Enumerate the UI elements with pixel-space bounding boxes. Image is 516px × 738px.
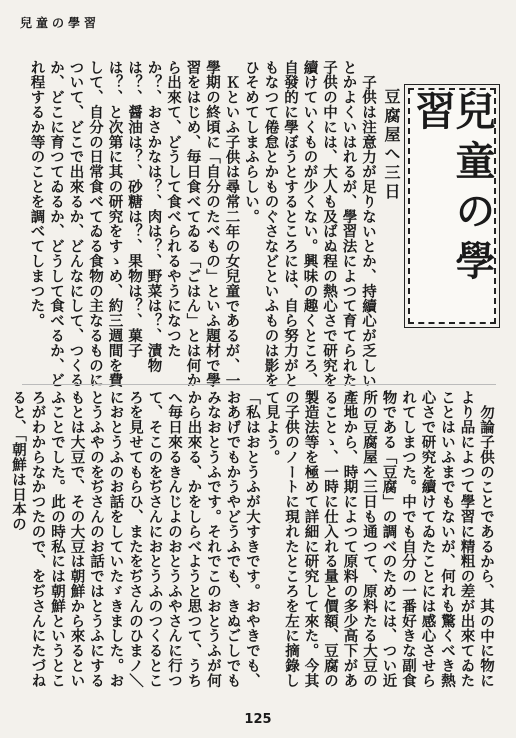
- title-box: [408, 88, 496, 324]
- page-number: 125: [244, 712, 272, 727]
- upper-text-block: [28, 60, 378, 390]
- quoted-paragraph: 「私はおとうふが大すきです。おやきでも、おあげでもかうやどうふでも、きぬごしでもみなおとうふです。それでこのおとうふが何から出來る、かをしらべようと思つて、うちへ毎日來るきんじよのおとうふやさんに行つて、そこのをぢさんにおとうふのつくるところを見せてもらひ、またをぢさんのひまノ＼におとうふのお話をしていたゞきました。おとうふやのをぢさんのお話ではとうふにするもとは大豆で、その大豆は朝鮮から來るといふことでした。此の時私には朝鮮というところがわからなかつたので、をぢさんにたづねると、「朝鮮は日本の: [10, 390, 261, 688]
- section-divider: [22, 384, 496, 385]
- lower-text-block: [10, 390, 496, 690]
- paragraph: 勿論子供のことであるから、其の中に物により品によつて學習に精粗の差が出來てゐたことはいふまでもないが、何れも驚くべき熱心さで研究を續けてゐたことには感心させられてしまつた。中でも自分の一番好きな副食物である「豆腐」の調べのためには、つい近所の豆腐屋へ三日も通つて、原料たる大豆の產地から、時期によつて原料の多少高下があることゝ、一時に仕入れる量と價額、豆腐の製造法等を極めて詳細に研究して來た。今其の子供のノートに現れたところを左に摘錄して見よう。: [263, 390, 495, 688]
- article-author: 豆腐屋へ三日: [382, 88, 401, 202]
- running-header: 兒童の學習: [20, 16, 101, 30]
- article-title: 兒童の學習: [409, 90, 496, 290]
- paragraph: Ｋといふ子供は尋常二年の女兒童であるが、一學期の終頃に「自分のたべもの」といふ題材で學習をはじめ、毎日食べてゐる「ごはん」とは何から出來て、どうして食べられるやうになつたか？、おさかなは？、肉は？、野菜は？、漬物は？、醤油は？、砂糖は？、果物は？、菓子は？、と次第に其の研究をすゝめ、約三週間を費して、自分の日常食べてゐる食物の主なるものについて、どこで出來るか、どんなにして、つくるか、どこに育つてゐるか、どうして食べるか、どれ程するか等のことを調べてしまつた。: [28, 60, 241, 388]
- paragraph: 子供は注意力が足りないとか、持續心が乏しいとかよくいはれるが、學習法によつて育てられた子供の中には、大人も及ばぬ程の熱心さで研究を續けていくものが少くない。興味の趣くところ、自發的に學ぼうとするところには、自ら努力がともなつて倦怠とかものぐさなどといふものは影をひそめてしまふらしい。: [243, 60, 377, 388]
